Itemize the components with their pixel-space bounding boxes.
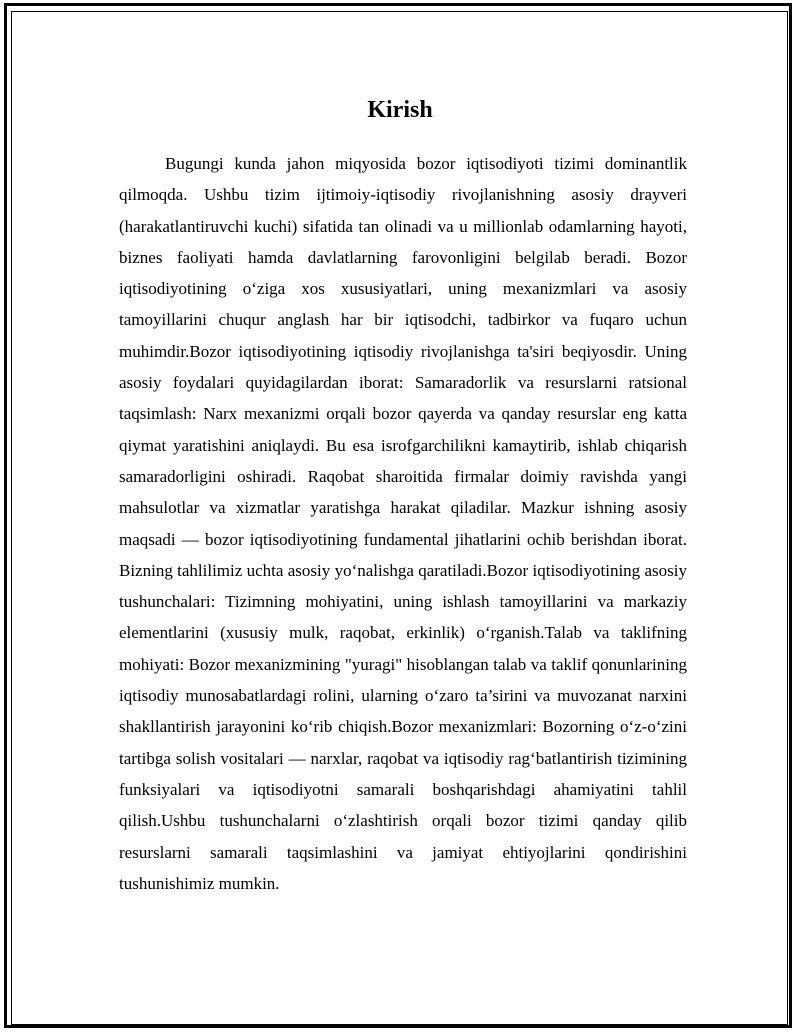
body-paragraph: Bugungi kunda jahon miqyosida bozor iqtisodiyoti tizimi dominantlik qilmoqda. Ushbu tizim ijtimoiy-iqtisodiy rivojlanishning asosiy drayveri (harakatlantiruvchi kuchi) sifatida tan olinadi va u millionlab odamlarning hayoti, biznes faoliyati hamda davlatlarning farovonligini belgilab beradi. Bozor iqtisodiyotining o‘ziga xos xususiyatlari, uning mexanizmlari va asosiy tamoyillarini chuqur anglash har bir iqtisodchi, tadbirkor va fuqaro uchun muhimdir.Bozor iqtisodiyotining iqtisodiy rivojlanishga ta'siri beqiyosdir. Uning asosiy foydalari quyidagilardan iborat: Samaradorlik va resurslarni ratsional taqsimlash: Narx mexanizmi orqali bozor qayerda va qanday resurslar eng katta qiymat yaratishini aniqlaydi. Bu esa isrofgarchilikni kamaytirib, ishlab chiqarish samaradorligini oshiradi. Raqobat sharoitida firmalar doimiy ravishda yangi mahsulotlar va xizmatlar yaratishga harakat qiladilar. Mazkur ishning asosiy maqsadi — bozor iqtisodiyotining fundamental jihatlarini ochib berishdan iborat. Bizning tahlilimiz uchta asosiy yo‘nalishga qaratiladi.Bozor iqtisodiyotining asosiy tushunchalari: Tizimning mohiyatini, uning ishlash tamoyillarini va markaziy elementlarini (xususiy mulk, raqobat, erkinlik) o‘rganish.Talab va taklifning mohiyati: Bozor mexanizmining "yuragi" hisoblangan talab va taklif qonunlarining iqtisodiy munosabatlardagi rolini, ularning o‘zaro ta’sirini va muvozanat narxini shakllantirish jarayonini ko‘rib chiqish.Bozor mexanizmlari: Bozorning o‘z-o‘zini tartibga solish vositalari — narxlar, raqobat va iqtisodiy rag‘batlantirish tizimining funksiyalari va iqtisodiyotni samarali boshqarishdagi ahamiyatini tahlil qilish.Ushbu tushunchalarni o‘zlashtirish orqali bozor tizimi qanday qilib resurslarni samarali taqsimlashini va jamiyat ehtiyojlarini qondirishini tushunishimiz mumkin. — [119, 154, 687, 893]
page-title: Kirish — [367, 97, 433, 123]
